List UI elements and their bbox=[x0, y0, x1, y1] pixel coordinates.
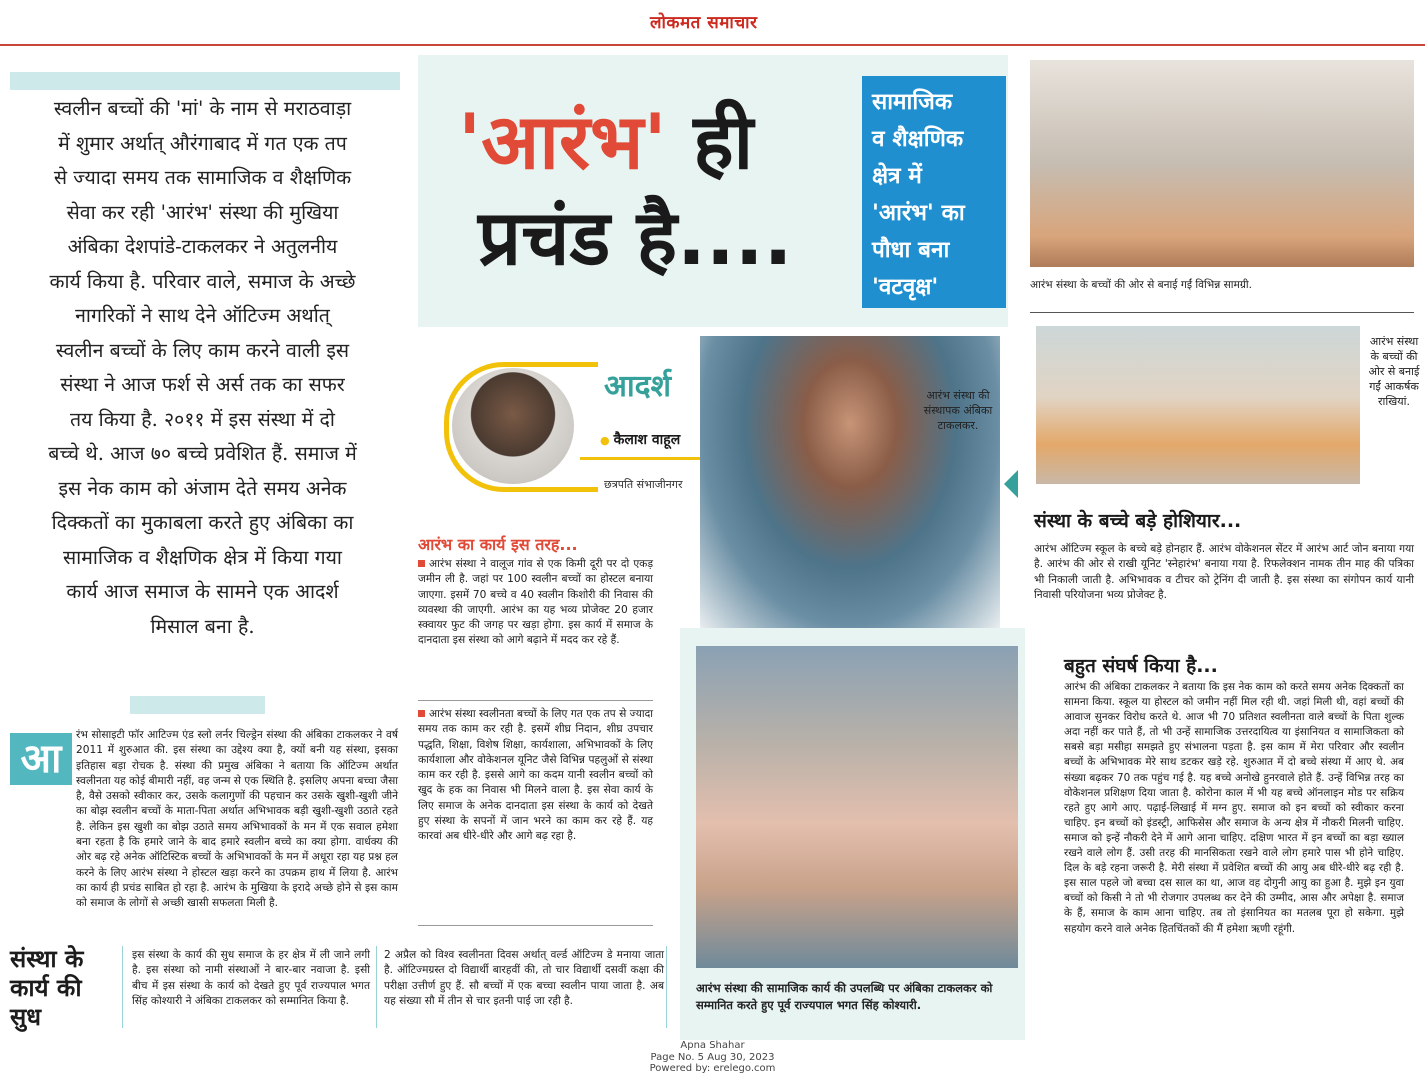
intro-line: दिक्कतों का मुकाबला करते हुए अंबिका का bbox=[51, 511, 354, 534]
crafts-photo-caption: आरंभ संस्था के बच्चों की ओर से बनाई गईं विभिन्न सामग्री. bbox=[1030, 279, 1252, 291]
callout-line: क्षेत्र में bbox=[872, 163, 922, 189]
intro-line: कार्य आज समाज के सामने एक आदर्श bbox=[66, 580, 339, 603]
section-rule bbox=[418, 700, 653, 701]
column-divider bbox=[122, 946, 123, 1028]
sudh-column-2: 2 अप्रैल को विश्व स्वलीनता दिवस अर्थात् वर्ल्ड ऑटिज्म डे मनाया जाता है. ऑटिज्मग्रस्त दो विद्यार्थी बारहवीं की, तो चार विद्यार्थी दसवीं कक्षा की परीक्षा उत्तीर्ण हुए हैं. सौ बच्चों में एक बच्चा स्वलीन पाया जाता है. अब यह संख्या सौ में तीन से चार इतनी पाई जा रही है. bbox=[384, 949, 664, 1007]
intro-line: सामाजिक व शैक्षणिक क्षेत्र में किया गया bbox=[63, 545, 342, 569]
masthead-title: लोकमत समाचार bbox=[650, 13, 758, 33]
intro-line: स्वलीन बच्चों के लिए काम करने वाली इस bbox=[55, 338, 350, 362]
column-divider bbox=[666, 946, 667, 1028]
rakhi-photo bbox=[1036, 326, 1360, 484]
headline-line-1 bbox=[458, 88, 753, 191]
main-story bbox=[10, 728, 398, 912]
footer-page-date: Page No. 5 Aug 30, 2023 bbox=[650, 1051, 775, 1063]
hoshiyar-heading: संस्था के बच्चे बड़े होशियार... bbox=[1034, 510, 1242, 532]
caption-pointer bbox=[1004, 470, 1018, 498]
decorative-bar bbox=[130, 696, 265, 714]
intro-line: में शुमार अर्थात् औरंगाबाद में गत एक तप bbox=[58, 131, 347, 155]
callout-line: व शैक्षणिक bbox=[872, 126, 964, 152]
sangharsh-heading: बहुत संघर्ष किया है... bbox=[1064, 655, 1218, 677]
section-rule bbox=[1030, 312, 1414, 313]
author-city: छत्रपति संभाजीनगर bbox=[604, 478, 683, 491]
sudh-heading-line: सुध bbox=[10, 1003, 41, 1031]
karya-item-2 bbox=[418, 707, 653, 845]
intro-line: से ज्यादा समय तक सामाजिक व शैक्षणिक bbox=[53, 166, 352, 189]
sudh-column-1: इस संस्था के कार्य की सुध समाज के हर क्षेत्र में ली जाने लगी है. इस संस्था को नामी संस्थाओं ने बार-बार नवाजा है. इसी बीच में इस संस्था के कार्य को देखते हुए पूर्व राज्यपाल भगत सिंह कोश्यारी ने अंबिका टाकलकर को सम्मानित किया है. bbox=[132, 949, 370, 1007]
headline-quote-word: 'आरंभ' bbox=[458, 97, 667, 186]
intro-line: नागरिकों ने साथ देने ऑटिज्म अर्थात् bbox=[75, 304, 330, 327]
dropcap: आ bbox=[10, 733, 72, 785]
intro-line: मिसाल बना है. bbox=[150, 614, 255, 638]
yellow-rule bbox=[580, 457, 715, 460]
bullet-square-icon bbox=[418, 560, 425, 567]
page-footer bbox=[0, 1040, 1425, 1075]
callout-line: 'वटवृक्ष' bbox=[872, 274, 939, 300]
sudh-heading-line: संस्था के bbox=[10, 945, 84, 973]
intro-line: स्वलीन बच्चों की 'मां' के नाम से मराठवाड़ा bbox=[53, 97, 352, 120]
karya-heading: आरंभ का कार्य इस तरह... bbox=[418, 535, 578, 554]
founder-caption: आरंभ संस्था की संस्थापक अंबिका टाकलकर. bbox=[923, 389, 993, 432]
crafts-photo bbox=[1030, 60, 1414, 267]
main-story-text: रंभ सोसाइटी फॉर आटिज्म एंड स्लो लर्नर चिल्ड्रेन संस्था की अंबिका टाकलकर ने वर्ष 2011 में शुरुआत की. इस संस्था का उद्देश्य क्या है, क्यों बनी यह संस्था, इसका इतिहास बड़ा रोचक है. संस्था की प्रमुख अंबिका ने बताया कि ऑटिज्म अर्थात स्वलीनता यह कोई बीमारी नहीं, वह जन्म से एक स्थिति है. इसलिए अपना बच्चा जैसा है, वैसे उसको स्वीकार कर, उसके कलागुणों की पहचान कर उसके खुशी-खुशी जीने का बोझ स्वलीन बच्चों के माता-पिता अर्थात अभिभावक बड़ी खुशी-खुशी उठाते रहते है. लेकिन इस खुशी का बोझ उठाते समय अभिभावकों के मन में एक सवाल हमेशा बना रहता है कि हमारे जाने के बाद हमारे स्वलीन बच्चे का क्या होगा. वार्धक्य की ओर बढ़ रहे अनेक ऑटिस्टिक बच्चों के अभिभावकों के मन में अधूरा रहा यह प्रश्न हल करने के लिए आरंभ संस्था ने होस्टल खड़ा करने का उपक्रम हाथ में लिया है. आरंभ का कार्य ही प्रचंड साबित हो रहा है. आरंभ के मुखिया के इरादे अच्छे होने से इस काम को समाज के लोगों से अच्छी खासी सफलता मिली है. bbox=[76, 729, 398, 910]
footer-publication: Apna Shahar bbox=[680, 1040, 745, 1051]
intro-paragraph bbox=[0, 92, 405, 644]
intro-line: इस नेक काम को अंजाम देते समय अनेक bbox=[58, 476, 347, 500]
column-divider bbox=[376, 946, 377, 1028]
callout-line: 'आरंभ' का bbox=[872, 200, 965, 226]
callout-line: सामाजिक bbox=[872, 89, 953, 115]
author-name: ● कैलाश वाहूल bbox=[600, 430, 680, 449]
sudh-heading bbox=[10, 945, 110, 1032]
rakhi-photo-caption: आरंभ संस्था के बच्चों की ओर से बनाई गईं आकर्षक राखियां. bbox=[1368, 335, 1420, 408]
decorative-bar bbox=[10, 72, 400, 90]
founder-photo bbox=[700, 336, 1000, 628]
author-portrait bbox=[452, 368, 574, 484]
intro-line: संस्था ने आज फर्श से अर्स तक का सफर bbox=[60, 373, 345, 396]
award-caption: आरंभ संस्था की सामाजिक कार्य की उपलब्धि पर अंबिका टाकलकर को सम्मानित करते हुए पूर्व राज्यपाल भगत सिंह कोश्यारी. bbox=[696, 981, 993, 1012]
bullet-square-icon bbox=[418, 710, 425, 717]
award-photo bbox=[696, 646, 1018, 968]
sangharsh-text: आरंभ की अंबिका टाकलकर ने बताया कि इस नेक काम को करते समय अनेक दिक्कतों का सामना किया. स्कूल या होस्टल को जमीन नहीं मिल रही थी. जहां मिली थी, वहां बच्चों की आवाज सुनकर विरोध करते थे. आज भी 70 प्रतिशत स्वलीनता वाले बच्चों के पिता शुल्क अदा नहीं कर पाते हैं, तो भी उन्हें सामाजिक उत्तरदायित्व या इंसानियत व सामाजिकता को सबसे बड़ा मसीहा समझते हुए संभालना पड़ता है. इस काम में मेरा परिवार और स्वलीन बच्चों के अभिभावक मेरे साथ डटकर खड़े रहे. शुरुआत में दो बच्चे संस्था में आए थे. अब संख्या बढ़कर 70 तक पहुंच गई है. यह बच्चे अनोखे हुनरवाले होते हैं. उन्हें विभिन्न तरह का वोकेशनल प्रशिक्षण दिया जाता है. कोरोना काल में भी यह बच्चे ऑनलाइन मोड पर सक्रिय रहते हुए आगे आए. पढ़ाई-लिखाई में मग्न हुए. समाज को इन बच्चों को स्वीकार करना चाहिए. इन बच्चों को इंडस्ट्री, आफिसेस और समाज के अन्य क्षेत्र में नौकरी मिलनी चाहिए. समाज को इन्हें नौकरी देने में आगे आना चाहिए. दक्षिण भारत में इन बच्चों का बड़ा ख्याल रखने वाले लोग हैं. उसी तरह की मानसिकता रखने वाले लोग हमारे पास भी होने चाहिए. दिल के बड़े रहना जरूरी है. मेरी संस्था में प्रवेशित बच्चों की आयु अब धीरे-धीरे बढ़ रही है. इस साल पहले जो बच्चा दस साल का था, आज वह दोगुनी आयु का हुआ है. मुझे इन युवा बच्चों को किसी ने तो भी रोजगार उपलब्ध कर देने की उम्मीद, आस और अपेक्षा है. समाज के हैं, समाज के काम आना चाहिए. तब तो इंसानियत का मतलब पूरा हो सकेगा. मुझे सहयोग करने वाले अनेक हितचिंतकों की मैं हमेशा ऋणी रहूंगी. bbox=[1064, 681, 1404, 935]
sudh-heading-line: कार्य की bbox=[10, 974, 82, 1002]
intro-line: कार्य किया है. परिवार वाले, समाज के अच्छे bbox=[49, 269, 356, 293]
headline-word: ही bbox=[693, 97, 754, 186]
adarsh-title: आदर्श bbox=[604, 369, 671, 404]
karya-item-1 bbox=[418, 557, 653, 649]
intro-line: तय किया है. २०११ में इस संस्था में दो bbox=[70, 407, 335, 431]
karya-item-text: आरंभ संस्था स्वलीनता बच्चों के लिए गत एक तप से ज्यादा समय तक काम कर रही है. इसमें शीघ्र निदान, शीघ्र उपचार पद्धति, शिक्षा, विशेष शिक्षा, कार्यशाला, अभिभावकों के लिए कार्यशाला और वोकेशनल यूनिट जैसे विभिन्न पहलुओं से संस्था काम कर रही है. इससे आगे का कदम यानी स्वलीन बच्चों को खुद के हक का निवास भी मिलने वाला है. इस सेवा कार्य के लिए समाज के अनेक दानदाता इस संस्था के कार्य को देखते हुए संस्था के सपनों में जान भरने का काम कर रहे हैं. यह कारवां अब धीरे-धीरे और आगे बढ़ रहा है. bbox=[418, 708, 653, 843]
footer-powered-by: Powered by: erelego.com bbox=[649, 1063, 776, 1074]
intro-line: बच्चे थे. आज ७० बच्चे प्रवेशित हैं. समाज में bbox=[48, 442, 357, 465]
blue-callout bbox=[862, 76, 1006, 308]
hoshiyar-text: आरंभ ऑटिज्म स्कूल के बच्चे बड़े होनहार हैं. आरंभ वोकेशनल सेंटर में आरंभ आर्ट जोन बनाया गया है. आरंभ की ओर से राखी यूनिट 'स्नेहारंभ' बनाया गया है. रिफलेक्शन नामक तीन माह की पत्रिका भी निकाली जाती है. अभिभावक व टीचर को ट्रेनिंग दी जाती है. इस संस्था का संगोपन कार्य यानी निवासी परियोजना भव्य प्रोजेक्ट है. bbox=[1034, 543, 1414, 601]
intro-line: अंबिका देशपांडे-टाकलकर ने अतुलनीय bbox=[67, 235, 338, 258]
karya-item-text: आरंभ संस्था ने वालूज गांव से एक किमी दूरी पर दो एकड़ जमीन ली है. जहां पर 100 स्वलीन बच्चों का होस्टल बनाया जाएगा. इसमें 70 बच्चे व 40 स्वलीन किशोरी की निवास की व्यवस्था की जाएगी. आरंभ का यह भव्य प्रोजेक्ट 20 हजार स्क्वायर फुट की जगह पर खड़ा होगा. इस कार्य में समाज के दानदाता इस संस्था को आगे बढ़ाने में मदद कर रहे हैं. bbox=[418, 558, 653, 647]
headline-line-2: प्रचंड है.... bbox=[478, 193, 793, 282]
section-rule bbox=[418, 925, 653, 926]
intro-line: सेवा कर रही 'आरंभ' संस्था की मुखिया bbox=[66, 200, 339, 224]
callout-line: पौधा बना bbox=[872, 237, 950, 263]
